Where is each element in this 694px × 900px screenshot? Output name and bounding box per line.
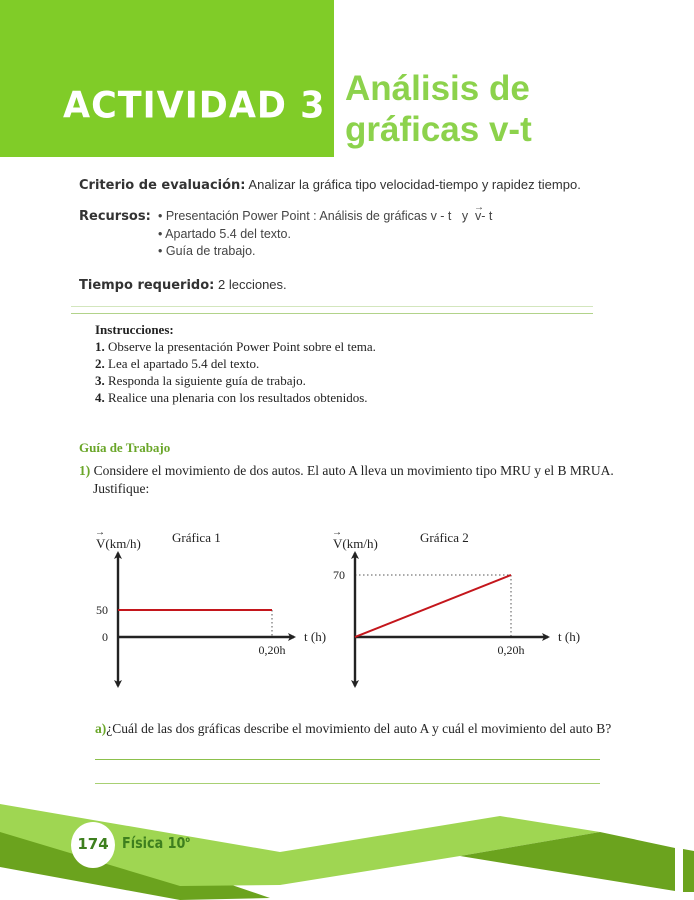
book-name: [122, 834, 190, 852]
vector-v-symbol: [474, 202, 485, 226]
tiempo-text: 2 lecciones.: [217, 277, 287, 292]
tiempo-row: [79, 277, 287, 293]
vector-v-letter: v: [475, 209, 482, 223]
title-line-2: gráficas v-t: [345, 110, 532, 149]
separator-line: [71, 313, 593, 314]
recursos-item-text: • Presentación Power Point : Análisis de gráficas v - t y: [158, 209, 476, 223]
y-tick-label: 70: [333, 567, 345, 582]
question-a: [95, 721, 611, 737]
question-text: ¿Cuál de las dos gráficas describe el movimiento del auto A y cuál el movimiento del auto B?: [106, 721, 612, 736]
recursos-item: [158, 202, 493, 226]
book-title: Física 10: [122, 834, 186, 852]
instruction-number: 4.: [95, 390, 105, 405]
y-axis-unit: (km/h): [105, 536, 141, 551]
x-tick-label: 0,20h: [497, 643, 525, 657]
instruction-text: Responda la siguiente guía de trabajo.: [108, 373, 306, 388]
y-tick-label: 50: [96, 603, 108, 617]
instruction-item: [95, 389, 376, 406]
header-banner: [0, 0, 334, 157]
recursos-label-row: [79, 208, 151, 224]
chart-title: Gráfica 1: [172, 530, 221, 545]
instruction-number: 1.: [95, 339, 105, 354]
y-tick-label: 0: [102, 630, 108, 644]
question-1-line: [79, 462, 619, 480]
recursos-item: • Apartado 5.4 del texto.: [158, 226, 291, 241]
recursos-list: [158, 202, 493, 261]
question-1: [79, 462, 619, 498]
chart-grafica-1: [80, 520, 327, 700]
x-axis-label: t (h): [304, 629, 327, 644]
instructions-block: [95, 321, 376, 406]
chart-grafica-2: [320, 520, 590, 700]
guia-title: Guía de Trabajo: [79, 440, 171, 455]
question-text: Considere el movimiento de dos autos. El auto A lleva un movimiento tipo MRU y el B MRUA.: [93, 463, 614, 478]
page-number: 174: [77, 835, 109, 853]
activity-label: ACTIVIDAD 3: [63, 85, 326, 127]
criterio-label: Criterio de evaluación:: [79, 178, 246, 193]
question-number: 1): [79, 463, 91, 478]
separator-line: [71, 306, 593, 307]
vector-arrow-icon: →: [95, 527, 105, 538]
instruction-number: 3.: [95, 373, 105, 388]
y-axis-label: [96, 536, 141, 551]
page-title: [345, 68, 532, 150]
tiempo-label: Tiempo requerido:: [79, 278, 215, 293]
instruction-item: [95, 355, 376, 372]
footer-band-dark-edge: [683, 849, 694, 892]
instruction-text: Observe la presentación Power Point sobre el tema.: [108, 339, 376, 354]
book-grade-sup: o: [185, 835, 191, 844]
criterio-text: Analizar la gráfica tipo velocidad-tiempo y rapidez tiempo.: [248, 177, 581, 192]
recursos-item: • Guía de trabajo.: [158, 244, 256, 258]
recursos-vector-suffix: - t: [481, 209, 493, 223]
chart-title: Gráfica 2: [420, 530, 469, 545]
y-axis-label: [333, 536, 378, 551]
vector-arrow-icon: →: [332, 527, 342, 538]
series-line: [355, 575, 511, 637]
question-number: a): [95, 721, 107, 736]
instruction-number: 2.: [95, 356, 105, 371]
y-axis-unit: (km/h): [342, 536, 378, 551]
y-axis-symbol: V: [333, 536, 343, 551]
title-line-1: Análisis de: [345, 69, 530, 108]
vector-arrow-icon: →: [474, 202, 485, 213]
instruction-item: [95, 338, 376, 355]
answer-line[interactable]: [95, 759, 600, 760]
question-1-justify: Justifique:: [93, 481, 150, 496]
instructions-title: Instrucciones:: [95, 322, 174, 337]
criterio-row: [79, 177, 581, 193]
x-axis-label: t (h): [558, 629, 581, 644]
instruction-item: [95, 372, 376, 389]
x-tick-label: 0,20h: [258, 643, 286, 657]
y-axis-symbol: V: [96, 536, 106, 551]
instruction-text: Lea el apartado 5.4 del texto.: [108, 356, 260, 371]
recursos-label: Recursos:: [79, 209, 151, 224]
instruction-text: Realice una plenaria con los resultados obtenidos.: [108, 390, 368, 405]
answer-line[interactable]: [95, 783, 600, 784]
